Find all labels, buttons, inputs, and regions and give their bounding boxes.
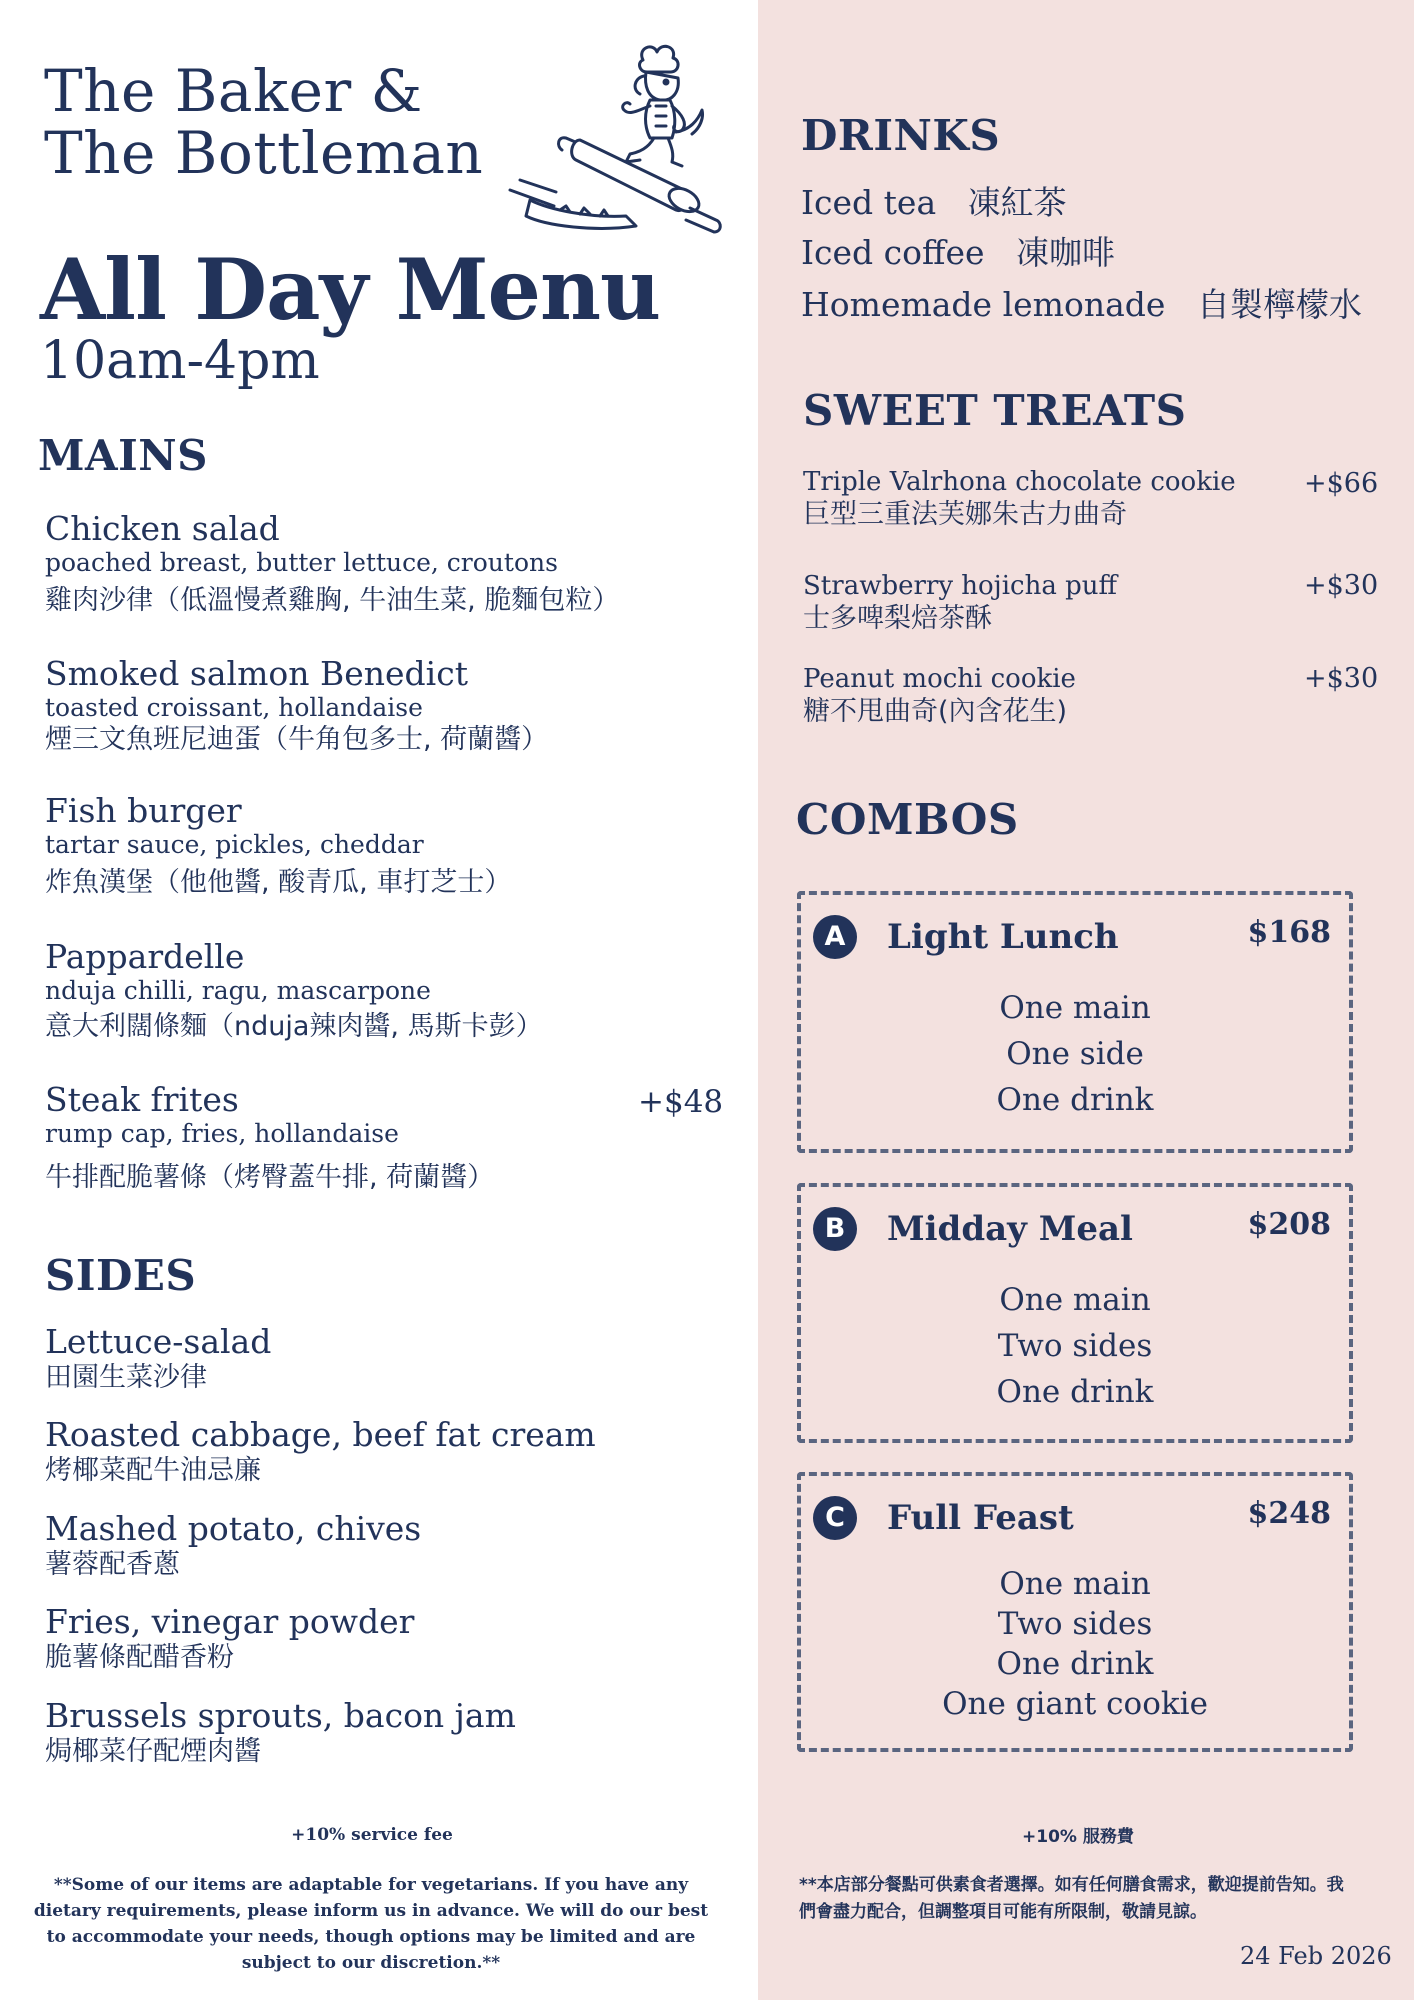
combo-price: $208: [1247, 1207, 1331, 1242]
opening-hours: 10am-4pm: [40, 331, 320, 391]
side-item: [45, 1323, 271, 1395]
side-item-zh: 脆薯條配醋香粉: [45, 1642, 234, 1673]
main-item-zh: 雞肉沙律（低溫慢煮雞胸, 牛油生菜, 脆麵包粒）: [45, 585, 620, 616]
main-item: [45, 792, 511, 900]
chef-dog-rolling-pin-icon: [500, 40, 730, 245]
combo-line: One main: [999, 1282, 1151, 1318]
drinks-heading: DRINKS: [801, 111, 1001, 160]
main-item-zh: 煙三文魚班尼迪蛋（牛角包多士, 荷蘭醬）: [45, 724, 549, 755]
dietary-note-zh: **本店部分餐點可供素食者選擇。如有任何膳食需求，歡迎提前告知。我們會盡力配合，但調整項目可能有所限制，敬請見諒。: [799, 1875, 1344, 1922]
main-item: [45, 510, 619, 618]
drink-zh: 凍咖啡: [1016, 233, 1115, 272]
main-item-zh: 牛排配脆薯條（烤臀蓋牛排, 荷蘭醬）: [45, 1162, 495, 1193]
combo-title: Full Feast: [887, 1498, 1074, 1538]
drink-name: Iced coffee: [801, 233, 985, 272]
drink-zh: 凍紅茶: [967, 183, 1067, 222]
treat-name: Strawberry hojicha puff: [803, 571, 1117, 601]
treat-price: +$66: [1304, 468, 1379, 499]
treat-item: [803, 570, 1117, 636]
side-item: [45, 1416, 596, 1488]
main-item-name: Pappardelle: [45, 937, 245, 976]
treat-name: Peanut mochi cookie: [803, 664, 1076, 694]
drink-item: [801, 285, 1362, 325]
main-item-zh: 炸魚漢堡（他他醬, 酸青瓜, 車打芝士）: [45, 867, 512, 898]
treat-zh: 士多啤梨焙茶酥: [803, 603, 992, 634]
combo-card-c: [797, 1472, 1353, 1752]
main-item-name: Steak frites: [45, 1080, 239, 1119]
combo-line: Two sides: [997, 1328, 1153, 1364]
combo-line: One giant cookie: [942, 1686, 1208, 1722]
combo-title: Light Lunch: [887, 917, 1119, 957]
service-fee-note: +10% service fee: [291, 1825, 453, 1845]
treat-price: +$30: [1304, 570, 1379, 601]
main-item-desc: tartar sauce, pickles, cheddar: [45, 830, 424, 859]
main-item: [45, 938, 543, 1044]
drink-name: Iced tea: [801, 183, 937, 222]
side-item: [45, 1510, 421, 1582]
sides-heading: SIDES: [45, 1251, 197, 1300]
main-item-desc: toasted croissant, hollandaise: [45, 693, 423, 722]
brand-name: [44, 57, 484, 187]
side-item-name: Lettuce-salad: [45, 1322, 272, 1361]
menu-date: 24 Feb 2026: [1240, 1942, 1392, 1970]
side-item-zh: 烤椰菜配牛油忌廉: [45, 1455, 261, 1486]
mains-heading: MAINS: [38, 431, 208, 480]
dietary-note: **Some of our items are adaptable for vegetarians. If you have any dietary requirements, please inform us in advance. We will do our best to accommodate your needs, though options may be limited and are subject to our discretion.**: [33, 1875, 709, 1973]
page-title: All Day Menu: [40, 240, 661, 339]
brand-line-2: The Bottleman: [44, 119, 484, 187]
main-item: [45, 1081, 494, 1195]
combo-card-b: [797, 1183, 1353, 1443]
combo-title: Midday Meal: [887, 1209, 1133, 1249]
combo-badge: A: [813, 915, 857, 959]
treat-price: +$30: [1304, 663, 1379, 694]
main-item-desc: nduja chilli, ragu, mascarpone: [45, 976, 431, 1005]
sweet-treats-heading: SWEET TREATS: [803, 386, 1187, 435]
side-item-name: Brussels sprouts, bacon jam: [45, 1696, 516, 1735]
main-item-name: Smoked salmon Benedict: [45, 654, 468, 693]
service-fee-note-zh: +10% 服務費: [1022, 1827, 1134, 1847]
treat-item: [803, 663, 1076, 729]
drink-name: Homemade lemonade: [801, 285, 1166, 324]
main-item-desc: rump cap, fries, hollandaise: [45, 1119, 399, 1148]
main-item-name: Fish burger: [45, 791, 242, 830]
combo-line: One side: [1006, 1036, 1144, 1072]
treat-zh: 糖不甩曲奇(內含花生): [803, 696, 1068, 727]
drink-zh: 自製檸檬水: [1196, 285, 1362, 324]
combo-price: $168: [1247, 915, 1331, 950]
combo-line: One main: [999, 1566, 1151, 1602]
drink-item: [801, 183, 1067, 223]
main-item-name: Chicken salad: [45, 509, 280, 548]
combo-line: One drink: [996, 1082, 1154, 1118]
combo-line: One drink: [996, 1374, 1154, 1410]
side-item-name: Fries, vinegar powder: [45, 1602, 415, 1641]
combo-badge: C: [813, 1496, 857, 1540]
side-item: [45, 1697, 516, 1769]
side-item-zh: 焗椰菜仔配煙肉醬: [45, 1736, 261, 1767]
main-item-desc: poached breast, butter lettuce, croutons: [45, 548, 558, 577]
treat-zh: 巨型三重法芙娜朱古力曲奇: [803, 499, 1127, 530]
treat-name: Triple Valrhona chocolate cookie: [803, 467, 1236, 497]
treat-item: [803, 466, 1236, 532]
side-item-name: Mashed potato, chives: [45, 1509, 422, 1548]
main-item-zh: 意大利闊條麵（nduja辣肉醬, 馬斯卡彭）: [45, 1011, 543, 1042]
combo-badge: B: [813, 1207, 857, 1251]
side-item-zh: 田園生菜沙律: [45, 1362, 207, 1393]
drink-item: [801, 233, 1115, 273]
main-item-price: +$48: [638, 1084, 724, 1120]
side-item-zh: 薯蓉配香蔥: [45, 1549, 180, 1580]
combo-line: One drink: [996, 1646, 1154, 1682]
combo-line: Two sides: [997, 1606, 1153, 1642]
main-item: [45, 655, 548, 757]
side-item-name: Roasted cabbage, beef fat cream: [45, 1415, 596, 1454]
combo-card-a: [797, 891, 1353, 1153]
side-item: [45, 1603, 414, 1675]
combo-price: $248: [1247, 1496, 1331, 1531]
brand-line-1: The Baker &: [44, 57, 423, 125]
combo-line: One main: [999, 990, 1151, 1026]
combos-heading: COMBOS: [796, 795, 1019, 844]
